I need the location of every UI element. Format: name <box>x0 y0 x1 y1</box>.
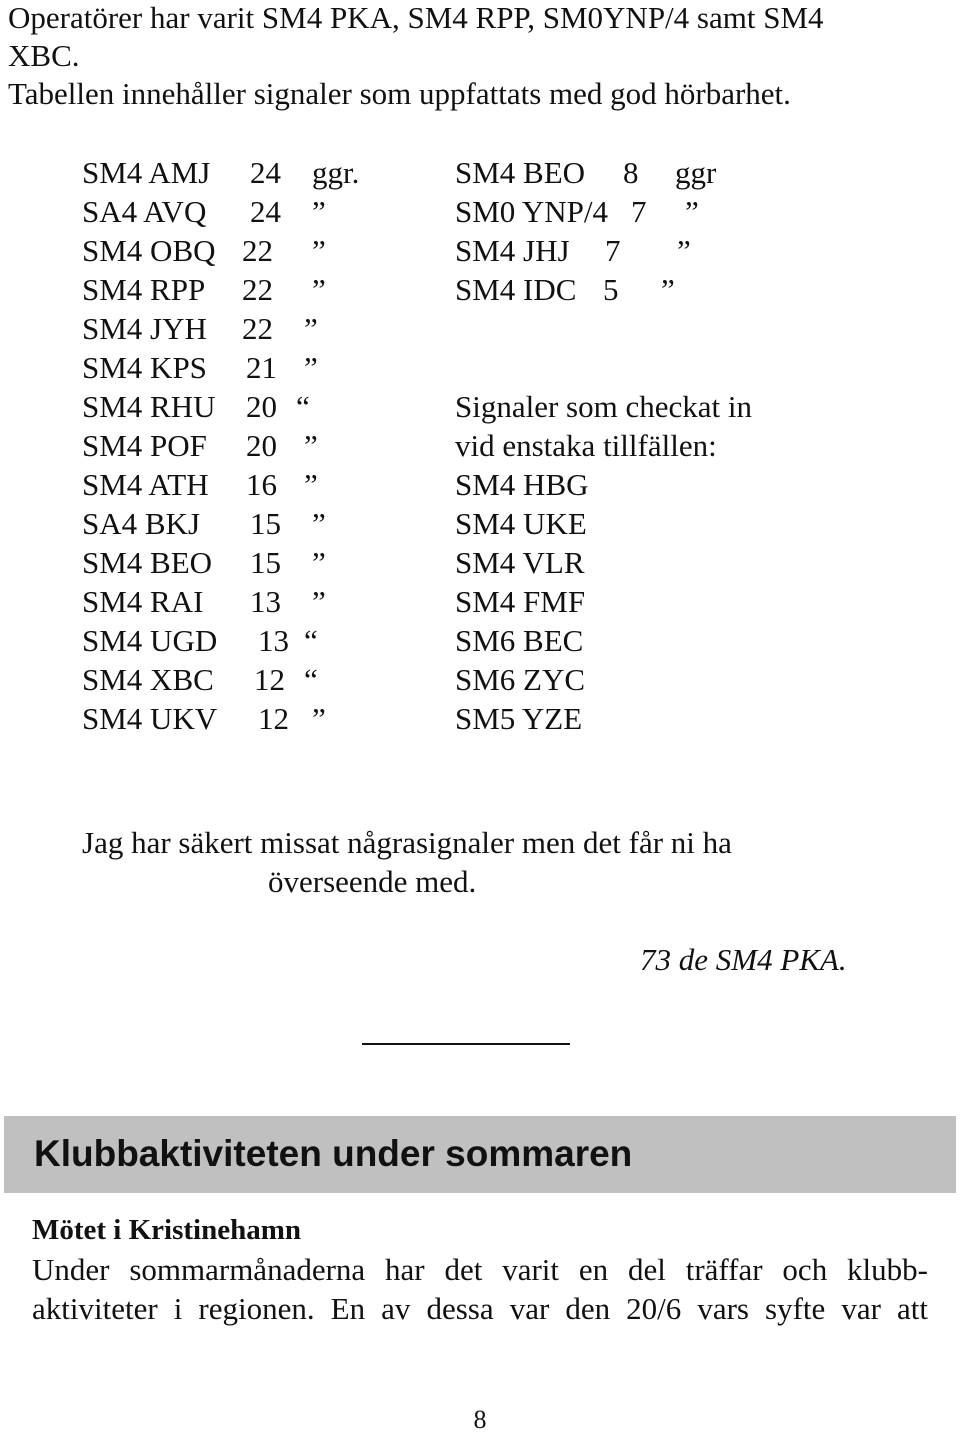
list-item: SM4 FMF <box>455 584 586 619</box>
count: 22 <box>242 311 273 346</box>
count: 15 <box>250 545 281 580</box>
call-sign: SM4 AMJ <box>82 155 211 190</box>
intro-line-2: XBC. <box>8 38 80 73</box>
count: 7 <box>605 233 621 268</box>
left-call-list <box>82 155 442 745</box>
count: 24 <box>250 155 281 190</box>
call-sign: SM4 KPS <box>82 350 207 385</box>
call-sign: SM4 RHU <box>82 389 216 424</box>
list-item: SM5 YZE <box>455 701 583 736</box>
call-sign: SA4 BKJ <box>82 506 201 541</box>
call-sign: SM4 UGD <box>82 623 218 658</box>
closing-line-1: Jag har säkert missat någrasignaler men det får ni ha <box>82 825 732 860</box>
list-item: SM6 ZYC <box>455 662 586 697</box>
checked-heading-line-2: vid enstaka tillfällen: <box>455 428 717 463</box>
mark: ggr. <box>312 155 360 190</box>
call-sign: SA4 AVQ <box>82 194 207 229</box>
list-item: SM4 HBG <box>455 467 589 502</box>
list-item: SM4 UKE <box>455 506 587 541</box>
list-item: SM4 VLR <box>455 545 585 580</box>
mark: “ <box>304 623 318 658</box>
intro-line-3: Tabellen innehåller signaler som uppfattats med god hörbarhet. <box>8 76 791 111</box>
call-sign: SM4 OBQ <box>82 233 216 268</box>
checked-heading-line-1: Signaler som checkat in <box>455 389 752 424</box>
count: 21 <box>246 350 277 385</box>
count: 20 <box>246 428 277 463</box>
call-sign: SM4 ATH <box>82 467 209 502</box>
subheading: Mötet i Kristinehamn <box>32 1214 302 1246</box>
count: 12 <box>258 701 289 736</box>
section-title: Klubbaktiviteten under sommaren <box>34 1133 633 1174</box>
mark: ” <box>312 194 326 229</box>
right-call-list <box>455 155 755 315</box>
page-number: 8 <box>473 1405 487 1434</box>
signature: 73 de SM4 PKA. <box>640 942 847 977</box>
count: 15 <box>250 506 281 541</box>
call-sign: SM4 XBC <box>82 662 214 697</box>
call-sign: SM4 BEO <box>455 155 586 190</box>
count: 8 <box>623 155 639 190</box>
mark: “ <box>296 389 310 424</box>
count: 20 <box>246 389 277 424</box>
body-line-2: aktiviteter i regionen. En av dessa var den 20/6 vars syfte var att <box>32 1291 928 1326</box>
count: 7 <box>631 194 647 229</box>
call-sign: SM4 RPP <box>82 272 206 307</box>
mark: ” <box>312 545 326 580</box>
body-line-1: Under sommarmånaderna har det varit en del träffar och klubb- <box>32 1252 928 1287</box>
mark: ” <box>304 467 318 502</box>
section-header-bar <box>4 1116 956 1193</box>
mark: “ <box>304 662 318 697</box>
count: 22 <box>242 233 273 268</box>
count: 22 <box>242 272 273 307</box>
call-sign: SM4 BEO <box>82 545 213 580</box>
count: 13 <box>250 584 281 619</box>
count: 13 <box>258 623 289 658</box>
mark: ” <box>312 233 326 268</box>
count: 24 <box>250 194 281 229</box>
call-sign: SM4 JHJ <box>455 233 570 268</box>
closing-line-2: överseende med. <box>268 864 477 899</box>
call-sign: SM4 IDC <box>455 272 577 307</box>
intro-line-1: Operatörer har varit SM4 PKA, SM4 RPP, SM0YNP/4 samt SM4 <box>8 0 824 35</box>
mark: ggr <box>675 155 717 190</box>
section-divider <box>362 1043 570 1045</box>
call-sign: SM4 UKV <box>82 701 218 736</box>
checked-in-section <box>455 389 835 749</box>
mark: ” <box>677 233 691 268</box>
mark: ” <box>685 194 699 229</box>
call-sign: SM4 POF <box>82 428 207 463</box>
mark: ” <box>312 272 326 307</box>
mark: ” <box>304 428 318 463</box>
call-sign: SM0 YNP/4 <box>455 194 609 229</box>
call-sign: SM4 RAI <box>82 584 204 619</box>
mark: ” <box>304 350 318 385</box>
list-item: SM6 BEC <box>455 623 584 658</box>
count: 16 <box>246 467 277 502</box>
mark: ” <box>312 701 326 736</box>
count: 5 <box>603 272 619 307</box>
mark: ” <box>312 584 326 619</box>
mark: ” <box>304 311 318 346</box>
count: 12 <box>254 662 285 697</box>
call-sign: SM4 JYH <box>82 311 207 346</box>
mark: ” <box>312 506 326 541</box>
mark: ” <box>661 272 675 307</box>
